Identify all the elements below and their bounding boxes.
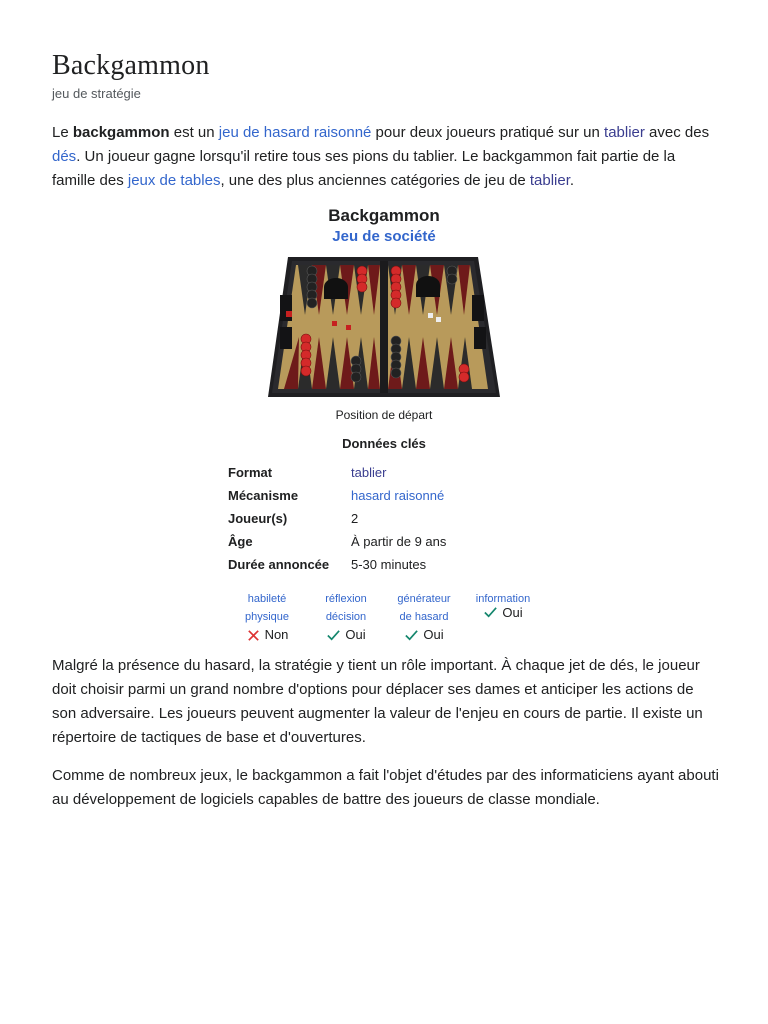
skill-label-link[interactable]: habileté physique xyxy=(244,593,290,623)
table-row xyxy=(224,507,446,530)
link-jeux-de-tables[interactable]: jeux de tables xyxy=(127,172,221,189)
image-caption: Position de départ xyxy=(335,408,433,422)
link-tablier-2[interactable]: tablier xyxy=(529,172,570,189)
page-title: Backgammon xyxy=(52,50,210,81)
skill-label-link[interactable]: information xyxy=(475,593,531,605)
skill-information: information Oui xyxy=(475,593,531,620)
row-key: Format xyxy=(228,465,273,480)
skill-generateur-de-hasard: générateur de hasard Oui xyxy=(397,593,451,642)
row-value: 2 xyxy=(351,511,359,526)
intro-paragraph: Le backgammon est un jeu de hasard raisonné pour deux joueurs pratiqué sur un tablier avec des dés. Un joueur gagne lorsqu'il retire tous ses pions du tablier. Le backgammon fait partie de la famille des jeux de tables, une des plus anciennes catégories de jeu de tablier. xyxy=(52,124,710,189)
skill-label-link[interactable]: générateur de hasard xyxy=(397,593,451,623)
skill-habilete-physique: habileté physique Non xyxy=(244,593,290,642)
row-value: 5-30 minutes xyxy=(351,557,427,572)
table-row xyxy=(224,484,446,507)
table-row xyxy=(224,461,446,484)
infobox-title: Backgammon xyxy=(328,206,440,225)
skills-grid xyxy=(224,590,544,650)
cross-icon xyxy=(246,628,261,643)
row-key: Mécanisme xyxy=(228,488,299,503)
row-key: Âge xyxy=(228,534,253,549)
row-key: Joueur(s) xyxy=(228,511,288,526)
backgammon-board-image[interactable] xyxy=(266,255,502,399)
paragraph-computing: Comme de nombreux jeux, le backgammon a fait l'objet d'études par des informaticiens ayant abouti au développement de logiciels capables de battre des joueurs de classe mondiale. xyxy=(52,767,719,808)
infobox xyxy=(224,203,544,576)
key-data-table xyxy=(224,461,446,576)
link-des[interactable]: dés xyxy=(52,148,77,165)
link-jeu-de-hasard-raisonne[interactable]: jeu de hasard raisonné xyxy=(218,124,372,141)
link-tablier[interactable]: tablier xyxy=(604,124,645,141)
paragraph-strategy: Malgré la présence du hasard, la stratégie y tient un rôle important. À chaque jet de dés, le joueur doit choisir parmi un grand nombre d'options pour déplacer ses dames et anticiper les actions de son adversaire. Les joueurs peuvent augmenter la valeur de l'enjeu en cours de partie. Il existe un répertoire de tactiques de base et d'ouvertures. xyxy=(52,657,703,746)
check-icon xyxy=(404,628,419,643)
bold-term: backgammon xyxy=(72,124,170,141)
row-key: Durée annoncée xyxy=(228,557,330,572)
skill-reflexion-decision: réflexion décision Oui xyxy=(325,593,367,642)
page-subtitle: jeu de stratégie xyxy=(52,86,141,101)
check-icon xyxy=(326,628,341,643)
table-row xyxy=(224,553,446,576)
table-row xyxy=(224,530,446,553)
check-icon xyxy=(483,605,498,620)
row-value: À partir de 9 ans xyxy=(351,534,447,549)
key-data-heading: Données clés xyxy=(342,436,426,451)
infobox-subtitle-link[interactable]: Jeu de société xyxy=(332,228,436,245)
format-link[interactable]: tablier xyxy=(351,465,387,480)
mecanisme-link[interactable]: hasard raisonné xyxy=(351,488,445,503)
skill-label-link[interactable]: réflexion décision xyxy=(325,593,367,623)
